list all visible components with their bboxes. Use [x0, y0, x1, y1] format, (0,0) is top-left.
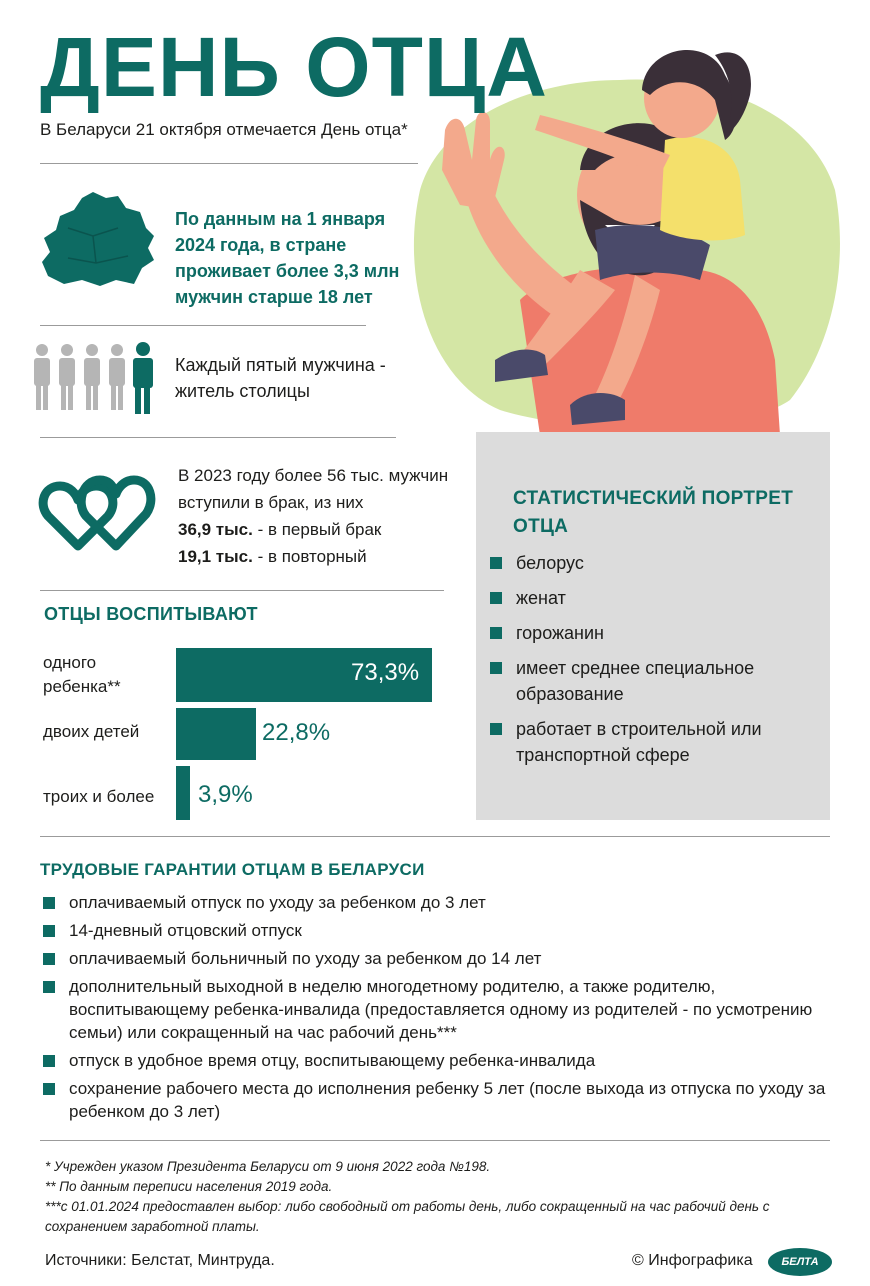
page-subtitle: В Беларуси 21 октября отмечается День отца*: [40, 120, 408, 139]
bar-value-0: 73,3%: [351, 659, 420, 686]
hearts-icon: [38, 474, 156, 554]
portrait-item: белорус: [516, 553, 584, 573]
first-marriage-value: 36,9 тыс.: [178, 520, 253, 539]
bullet-icon: [490, 627, 502, 639]
list-item: [490, 585, 810, 611]
list-item: [490, 620, 810, 646]
bar-label-0: одного ребенка**: [43, 653, 121, 696]
page-title: ДЕНЬ ОТЦА: [40, 20, 548, 114]
population-stat: По данным на 1 января 2024 года, в стране проживает более 3,3 млн мужчин старше 18 лет: [175, 209, 400, 307]
footnote: * Учрежден указом Президента Беларуси от 9 июня 2022 года №198.: [45, 1159, 491, 1174]
list-item: [43, 891, 843, 914]
divider: [40, 163, 418, 164]
divider: [40, 325, 366, 326]
bullet-icon: [490, 723, 502, 735]
guarantees-title: ТРУДОВЫЕ ГАРАНТИИ ОТЦАМ В БЕЛАРУСИ: [40, 860, 425, 879]
portrait-item: работает в строительной или транспортной сфере: [516, 719, 762, 765]
bullet-icon: [43, 981, 55, 993]
list-item: [490, 550, 810, 576]
bar-2: [176, 766, 190, 820]
copyright: © Инфографика: [632, 1252, 753, 1269]
list-item: [43, 1077, 843, 1123]
marriage-intro: В 2023 году более 56 тыс. мужчин вступили в брак, из них: [178, 466, 449, 512]
marriage-stat: [178, 462, 478, 570]
first-marriage-text: - в первый брак: [252, 520, 382, 539]
portrait-item: женат: [516, 588, 566, 608]
bullet-icon: [490, 662, 502, 674]
bullet-icon: [490, 557, 502, 569]
list-item: [490, 655, 810, 707]
footnote: ***с 01.01.2024 предоставлен выбор: либо свободный от работы день, либо сокращенный на час рабочий день с сохранением заработной платы.: [45, 1199, 770, 1234]
bar-value-1: 22,8%: [262, 719, 331, 746]
bar-label-1: двоих детей: [43, 722, 140, 741]
portrait-title: СТАТИСТИЧЕСКИЙ ПОРТРЕТ ОТЦА: [513, 488, 794, 537]
repeat-marriage-line: [178, 543, 478, 570]
repeat-marriage-text: - в повторный: [252, 547, 367, 566]
divider: [40, 590, 444, 591]
belarus-map-icon: [38, 188, 156, 292]
guarantee-item: 14-дневный отцовский отпуск: [69, 921, 302, 940]
bullet-icon: [43, 1055, 55, 1067]
bar-label-2: троих и более: [43, 787, 155, 806]
guarantee-item: оплачиваемый отпуск по уходу за ребенком до 3 лет: [69, 893, 486, 912]
people-icon: [30, 342, 160, 416]
guarantees-list: [43, 891, 843, 1128]
bullet-icon: [43, 1083, 55, 1095]
list-item: [490, 716, 810, 768]
guarantee-item: дополнительный выходной в неделю многодетному родителю, а также родителю, воспитывающему ребенка-инвалида (предоставляется одному из родителей - по усмотрению семьи) или сокращенный на час рабочий день***: [69, 977, 813, 1042]
guarantee-item: оплачиваемый больничный по уходу за ребенком до 14 лет: [69, 949, 542, 968]
sources: Источники: Белстат, Минтруда.: [45, 1252, 275, 1269]
bullet-icon: [43, 897, 55, 909]
chart-title: ОТЦЫ ВОСПИТЫВАЮТ: [44, 604, 258, 624]
capital-stat: Каждый пятый мужчина - житель столицы: [175, 355, 386, 401]
first-marriage-line: [178, 516, 478, 543]
portrait-list: [490, 550, 810, 768]
divider: [40, 1140, 830, 1141]
list-item: [43, 975, 843, 1044]
belta-logo: БЕЛТА: [768, 1248, 832, 1276]
divider: [40, 437, 396, 438]
list-item: [43, 1049, 843, 1072]
portrait-item: горожанин: [516, 623, 604, 643]
repeat-marriage-value: 19,1 тыс.: [178, 547, 253, 566]
bar-1: [176, 708, 256, 760]
divider: [40, 836, 830, 837]
bar-chart: [40, 645, 470, 825]
portrait-item: имеет среднее специальное образование: [516, 658, 755, 704]
guarantee-item: сохранение рабочего места до исполнения ребенку 5 лет (после выхода из отпуска по уходу за ребенком до 3 лет): [69, 1079, 826, 1121]
bullet-icon: [490, 592, 502, 604]
list-item: [43, 947, 843, 970]
list-item: [43, 919, 843, 942]
guarantee-item: отпуск в удобное время отцу, воспитывающему ребенка-инвалида: [69, 1051, 596, 1070]
bar-value-2: 3,9%: [198, 781, 253, 808]
bullet-icon: [43, 953, 55, 965]
footnote: ** По данным переписи населения 2019 года.: [45, 1179, 333, 1194]
bullet-icon: [43, 925, 55, 937]
footnotes: [45, 1157, 835, 1237]
